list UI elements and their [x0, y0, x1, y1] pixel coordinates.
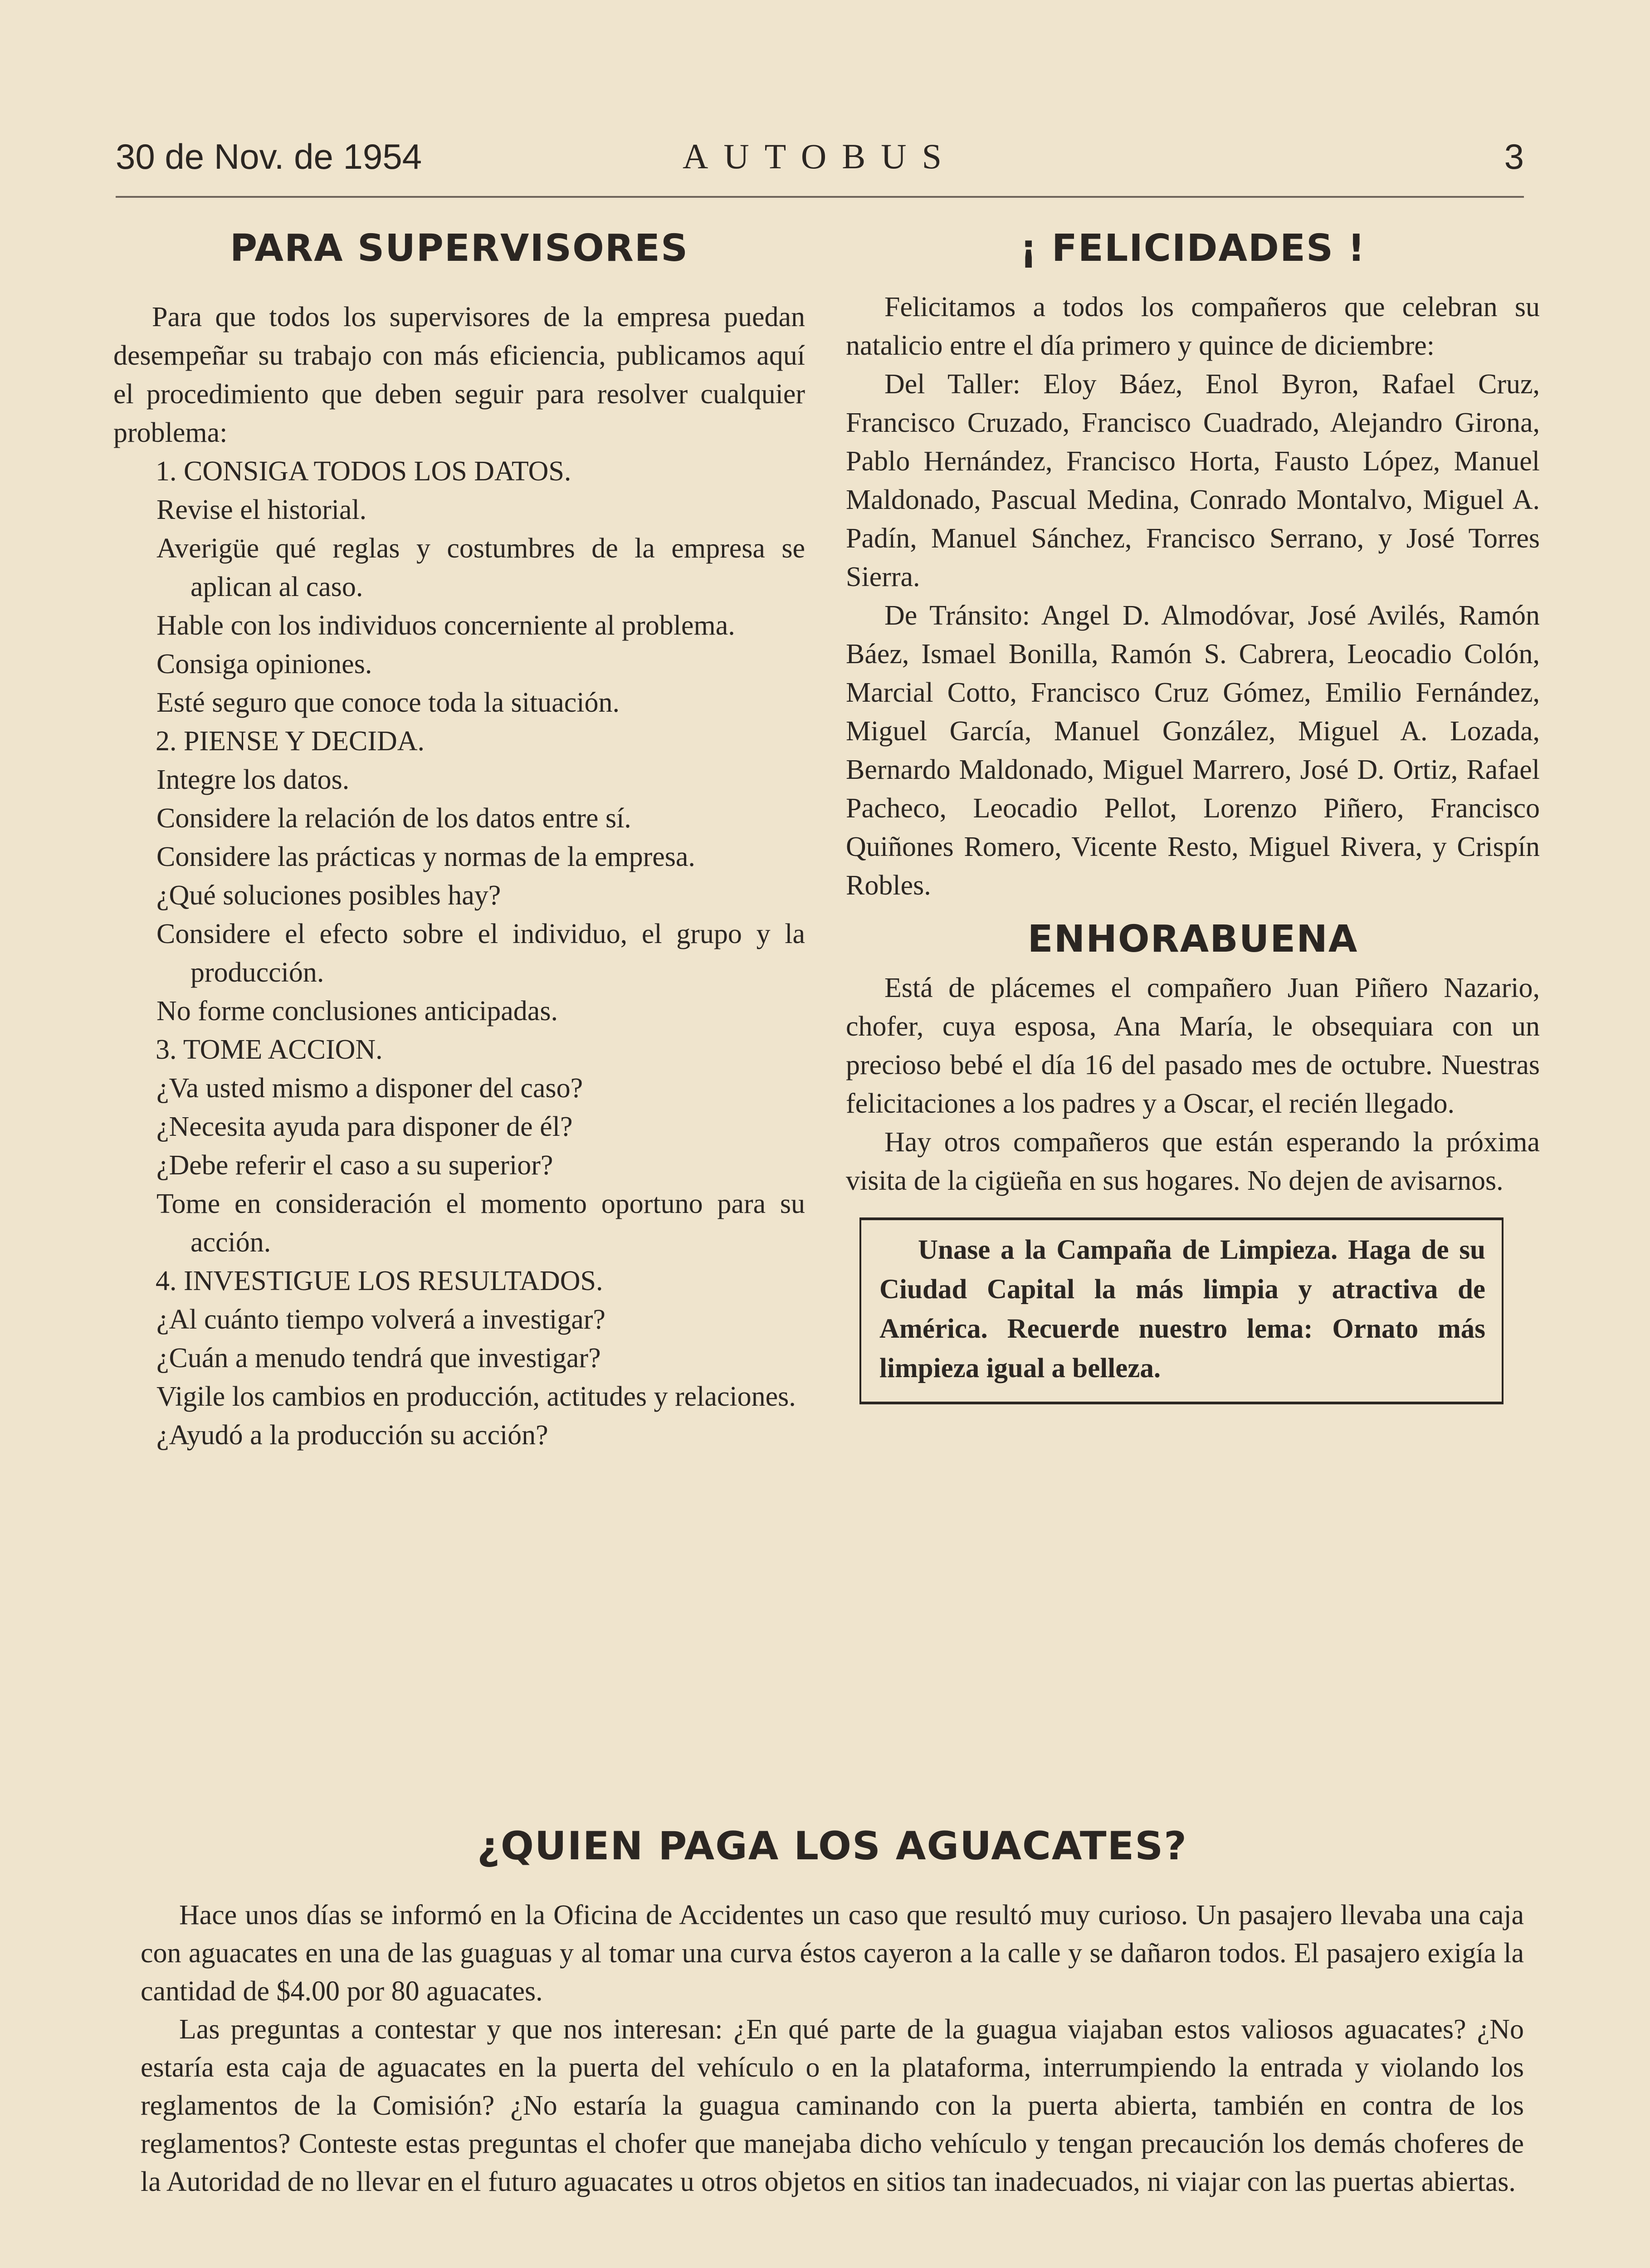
step-item: Consiga opiniones. — [156, 649, 372, 679]
step-label: 2. PIENSE Y DECIDA. — [156, 726, 425, 757]
limpieza-notice-text: Unase a la Campaña de Limpieza. Haga de su Ciudad Capital la más limpia y atractiva de América. Recuerde nuestro lema: Ornato más limpieza igual a belleza. — [879, 1235, 1485, 1383]
page-number: 3 — [1504, 137, 1524, 176]
step-label: 3. TOME ACCION. — [156, 1034, 383, 1065]
step-item: ¿Cuán a menudo tendrá que investigar? — [156, 1343, 601, 1374]
steps-list — [113, 452, 805, 1455]
step-item: No forme conclusiones anticipadas. — [156, 996, 558, 1026]
felicidades-intro: Felicitamos a todos los compañeros que celebran su natalicio entre el día primero y quince de diciembre: — [846, 292, 1540, 361]
enhorabuena-paragraph-2: Hay otros compañeros que están esperando la próxima visita de la cigüeña en sus hogares. No dejen de avisarnos. — [846, 1127, 1540, 1196]
enhorabuena-heading: ENHORABUENA — [1027, 918, 1358, 961]
step-block — [113, 722, 805, 1031]
step-item: Revise el historial. — [156, 494, 367, 525]
header-rule — [116, 196, 1524, 198]
aguacates-paragraph-2: Las preguntas a contestar y que nos interesan: ¿En qué parte de la guagua viajaban estos valiosos aguacates? ¿No estaría esta caja de aguacates en la puerta del vehículo o en la plataforma, interrumpiendo la entrada y violando los reglamentos de la Comisión? ¿No estaría la guagua caminando con la puerta abierta, también en contra de los reglamentos? Conteste estas preguntas el chofer que manejaba dicho vehículo y tengan precaución los demás choferes de la Autoridad de no llevar en el futuro aguacates u otros objetos en sitios tan inadecuados, ni viajar con las puertas abiertas. — [141, 2014, 1524, 2197]
step-item: ¿Ayudó a la producción su acción? — [156, 1420, 548, 1451]
step-item: Vigile los cambios en producción, actitudes y relaciones. — [156, 1381, 796, 1412]
felicidades-taller: Del Taller: Eloy Báez, Enol Byron, Rafael Cruz, Francisco Cruzado, Francisco Cuadrado, Alejandro Girona, Pablo Hernández, Francisco Horta, Fausto López, Manuel Maldonado, Pascual Medina, Conrado Montalvo, Miguel A. Padín, Manuel Sánchez, Francisco Serrano, y José Torres Sierra. — [846, 369, 1540, 592]
supervisores-heading: PARA SUPERVISORES — [229, 227, 689, 270]
step-block — [113, 452, 805, 722]
step-item: Integre los datos. — [156, 764, 350, 795]
aguacates-paragraph-1: Hace unos días se informó en la Oficina de Accidentes un caso que resultó muy curioso. Un pasajero llevaba una caja con aguacates en una de las guaguas y al tomar una curva éstos cayeron a la calle y se dañaron todos. El pasajero exigía la cantidad de $4.00 por 80 aguacates. — [141, 1900, 1524, 2007]
step-block — [113, 1262, 805, 1455]
aguacates-article — [141, 1823, 1524, 2201]
step-block — [113, 1031, 805, 1262]
enhorabuena-paragraph-1: Está de plácemes el compañero Juan Piñero Nazario, chofer, cuya esposa, Ana María, le obsequiara con un precioso bebé el día 16 del pasado mes de octubre. Nuestras felicitaciones a los padres y a Oscar, el recién llegado. — [846, 973, 1540, 1119]
step-item: Esté seguro que conoce toda la situación. — [156, 687, 620, 718]
step-label: 4. INVESTIGUE LOS RESULTADOS. — [156, 1266, 603, 1296]
right-column — [846, 227, 1540, 1404]
step-label: 1. CONSIGA TODOS LOS DATOS. — [156, 456, 571, 487]
step-item: ¿Necesita ayuda para disponer de él? — [156, 1111, 573, 1142]
felicidades-transito: De Tránsito: Angel D. Almodóvar, José Avilés, Ramón Báez, Ismael Bonilla, Ramón S. Cabrera, Leocadio Colón, Marcial Cotto, Francisco Cruz Gómez, Emilio Fernández, Miguel García, Manuel González, Miguel A. Lozada, Bernardo Maldonado, Miguel Marrero, José D. Ortiz, Rafael Pacheco, Leocadio Pellot, Lorenzo Piñero, Francisco Quiñones Romero, Vicente Resto, Miguel Rivera, y Crispín Robles. — [846, 600, 1540, 901]
issue-date: 30 de Nov. de 1954 — [116, 137, 422, 176]
step-item: ¿Qué soluciones posibles hay? — [156, 880, 501, 911]
step-item: Considere las prácticas y normas de la empresa. — [156, 841, 695, 872]
publication-title: AUTOBUS — [683, 137, 957, 176]
step-item: ¿Al cuánto tiempo volverá a investigar? — [156, 1304, 605, 1335]
page-header — [116, 136, 1524, 191]
aguacates-heading: ¿QUIEN PAGA LOS AGUACATES? — [477, 1823, 1188, 1869]
step-item: ¿Va usted mismo a disponer del caso? — [156, 1073, 583, 1104]
step-item: ¿Debe referir el caso a su superior? — [156, 1150, 553, 1181]
step-item: Considere la relación de los datos entre sí. — [156, 803, 631, 834]
step-item: Tome en consideración el momento oportuno para su acción. — [156, 1188, 805, 1258]
step-item: Averigüe qué reglas y costumbres de la empresa se aplican al caso. — [156, 533, 805, 602]
step-item: Considere el efecto sobre el individuo, el grupo y la producción. — [156, 919, 805, 988]
supervisores-intro: Para que todos los supervisores de la empresa puedan desempeñar su trabajo con más eficiencia, publicamos aquí el procedimiento que deben seguir para resolver cualquier problema: — [113, 302, 805, 448]
left-column — [113, 227, 805, 1455]
step-item: Hable con los individuos concerniente al problema. — [156, 610, 735, 641]
limpieza-notice-box — [859, 1217, 1504, 1404]
felicidades-heading: ¡ FELICIDADES ! — [1020, 227, 1366, 270]
